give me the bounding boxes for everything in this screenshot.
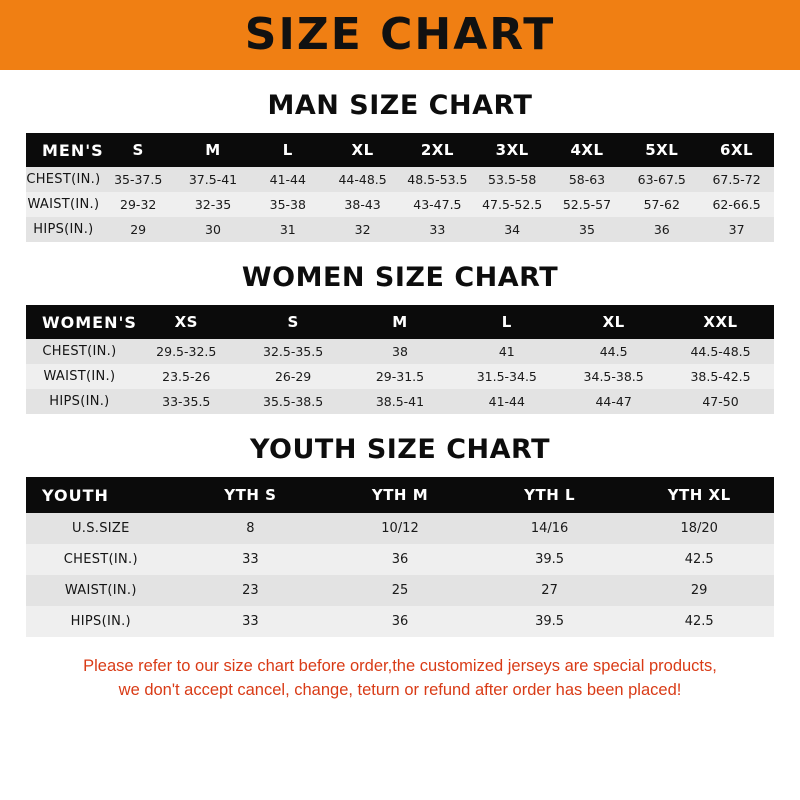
cell: 35-37.5 bbox=[114, 172, 163, 187]
table-row bbox=[26, 217, 774, 242]
cell: 41-44 bbox=[269, 172, 306, 187]
cell: 23.5-26 bbox=[162, 369, 211, 384]
table-row bbox=[26, 364, 774, 389]
cell: 57-62 bbox=[643, 197, 680, 212]
table-row bbox=[26, 389, 774, 414]
women-size-table bbox=[26, 305, 774, 414]
women-header-l: L bbox=[501, 313, 512, 331]
women-header-s: S bbox=[287, 313, 299, 331]
cell: 39.5 bbox=[535, 552, 565, 567]
cell: 10/12 bbox=[381, 521, 419, 536]
cell: 67.5-72 bbox=[712, 172, 761, 187]
cell: 32.5-35.5 bbox=[263, 344, 324, 359]
cell: 34.5-38.5 bbox=[583, 369, 644, 384]
cell: 29-32 bbox=[120, 197, 157, 212]
men-header-l: L bbox=[282, 141, 293, 159]
row-label: U.S.SIZE bbox=[71, 521, 130, 536]
cell: 18/20 bbox=[680, 521, 718, 536]
cell: 33 bbox=[429, 222, 446, 237]
cell: 42.5 bbox=[684, 614, 714, 629]
women-header-label: WOMEN'S bbox=[42, 312, 137, 332]
women-size-chart bbox=[0, 305, 800, 414]
table-row bbox=[26, 339, 774, 364]
table-row bbox=[26, 606, 774, 637]
men-header-4xl: 4XL bbox=[570, 141, 604, 159]
men-section-heading: MAN SIZE CHART bbox=[267, 90, 533, 121]
cell: 52.5-57 bbox=[562, 197, 612, 212]
cell: 39.5 bbox=[535, 614, 565, 629]
row-label: HIPS(IN.) bbox=[33, 222, 94, 237]
cell: 38.5-41 bbox=[375, 394, 425, 409]
cell: 25 bbox=[391, 583, 409, 598]
women-header-xxl: XXL bbox=[703, 313, 738, 331]
men-header-6xl: 6XL bbox=[720, 141, 754, 159]
row-label: WAIST(IN.) bbox=[64, 583, 137, 598]
cell: 35-38 bbox=[269, 197, 306, 212]
cell: 42.5 bbox=[684, 552, 714, 567]
row-label: WAIST(IN.) bbox=[27, 197, 100, 212]
youth-header-label: YOUTH bbox=[42, 485, 109, 505]
cell: 29 bbox=[690, 583, 708, 598]
cell: 33 bbox=[242, 552, 259, 567]
cell: 38 bbox=[392, 344, 408, 359]
row-label: HIPS(IN.) bbox=[70, 614, 131, 629]
table-row bbox=[26, 544, 774, 575]
women-header-m: M bbox=[392, 313, 408, 331]
cell: 30 bbox=[205, 222, 221, 237]
footer-line-2: we don't accept cancel, change, teturn or refund after order has been placed! bbox=[118, 680, 682, 699]
men-header-s: S bbox=[132, 141, 144, 159]
cell: 38.5-42.5 bbox=[690, 369, 751, 384]
cell: 34 bbox=[504, 222, 521, 237]
cell: 29-31.5 bbox=[375, 369, 425, 384]
cell: 38-43 bbox=[344, 197, 381, 212]
women-header-xl: XL bbox=[602, 313, 625, 331]
cell: 14/16 bbox=[530, 521, 569, 536]
page-banner bbox=[0, 0, 800, 70]
row-label: HIPS(IN.) bbox=[49, 394, 110, 409]
cell: 44-48.5 bbox=[338, 172, 387, 187]
footer-line-1: Please refer to our size chart before order,the customized jerseys are special products, bbox=[83, 657, 717, 675]
men-header-m: M bbox=[205, 141, 221, 159]
men-header-3xl: 3XL bbox=[495, 141, 529, 159]
youth-section-heading: YOUTH SIZE CHART bbox=[249, 434, 551, 465]
cell: 31.5-34.5 bbox=[476, 369, 537, 384]
row-label: CHEST(IN.) bbox=[42, 344, 117, 359]
men-size-table bbox=[26, 133, 774, 242]
cell: 8 bbox=[246, 521, 255, 536]
cell: 37.5-41 bbox=[188, 172, 238, 187]
page-title: SIZE CHART bbox=[244, 9, 556, 60]
cell: 29.5-32.5 bbox=[156, 344, 217, 359]
cell: 63-67.5 bbox=[637, 172, 686, 187]
cell: 47.5-52.5 bbox=[482, 197, 543, 212]
cell: 32-35 bbox=[194, 197, 232, 212]
cell: 36 bbox=[653, 222, 670, 237]
cell: 58-63 bbox=[568, 172, 606, 187]
men-header-xl: XL bbox=[351, 141, 374, 159]
cell: 26-29 bbox=[274, 369, 312, 384]
cell: 31 bbox=[279, 222, 296, 237]
cell: 37 bbox=[728, 222, 745, 237]
table-row bbox=[26, 575, 774, 606]
youth-header-m: YTH M bbox=[371, 486, 429, 504]
cell: 41-44 bbox=[488, 394, 525, 409]
table-header-row bbox=[26, 133, 774, 167]
men-size-chart bbox=[0, 133, 800, 242]
row-label: CHEST(IN.) bbox=[26, 172, 101, 187]
cell: 44.5-48.5 bbox=[690, 344, 751, 359]
cell: 62-66.5 bbox=[712, 197, 761, 212]
men-header-5xl: 5XL bbox=[645, 141, 679, 159]
cell: 33-35.5 bbox=[162, 394, 211, 409]
cell: 35 bbox=[579, 222, 595, 237]
men-header-label: MEN'S bbox=[42, 140, 104, 160]
cell: 29 bbox=[130, 222, 147, 237]
table-header-row bbox=[26, 477, 774, 513]
cell: 44.5 bbox=[599, 344, 628, 359]
cell: 53.5-58 bbox=[488, 172, 537, 187]
cell: 48.5-53.5 bbox=[407, 172, 468, 187]
youth-header-xl: YTH XL bbox=[667, 486, 731, 504]
table-row bbox=[26, 167, 774, 192]
cell: 41 bbox=[498, 344, 515, 359]
women-header-xs: XS bbox=[174, 313, 198, 331]
women-section-heading: WOMEN SIZE CHART bbox=[241, 262, 559, 293]
cell: 44-47 bbox=[595, 394, 632, 409]
row-label: CHEST(IN.) bbox=[63, 552, 138, 567]
cell: 32 bbox=[354, 222, 371, 237]
footer-disclaimer bbox=[0, 655, 800, 703]
table-row bbox=[26, 192, 774, 217]
cell: 36 bbox=[391, 552, 409, 567]
cell: 35.5-38.5 bbox=[263, 394, 324, 409]
youth-size-table bbox=[26, 477, 774, 637]
men-header-2xl: 2XL bbox=[420, 141, 454, 159]
cell: 36 bbox=[391, 614, 409, 629]
cell: 33 bbox=[242, 614, 259, 629]
youth-size-chart bbox=[0, 477, 800, 637]
cell: 47-50 bbox=[702, 394, 739, 409]
table-header-row bbox=[26, 305, 774, 339]
youth-header-s: YTH S bbox=[224, 486, 277, 504]
cell: 23 bbox=[242, 583, 259, 598]
cell: 27 bbox=[541, 583, 558, 598]
row-label: WAIST(IN.) bbox=[43, 369, 116, 384]
table-row bbox=[26, 513, 774, 544]
youth-header-l: YTH L bbox=[524, 486, 576, 504]
cell: 43-47.5 bbox=[413, 197, 462, 212]
